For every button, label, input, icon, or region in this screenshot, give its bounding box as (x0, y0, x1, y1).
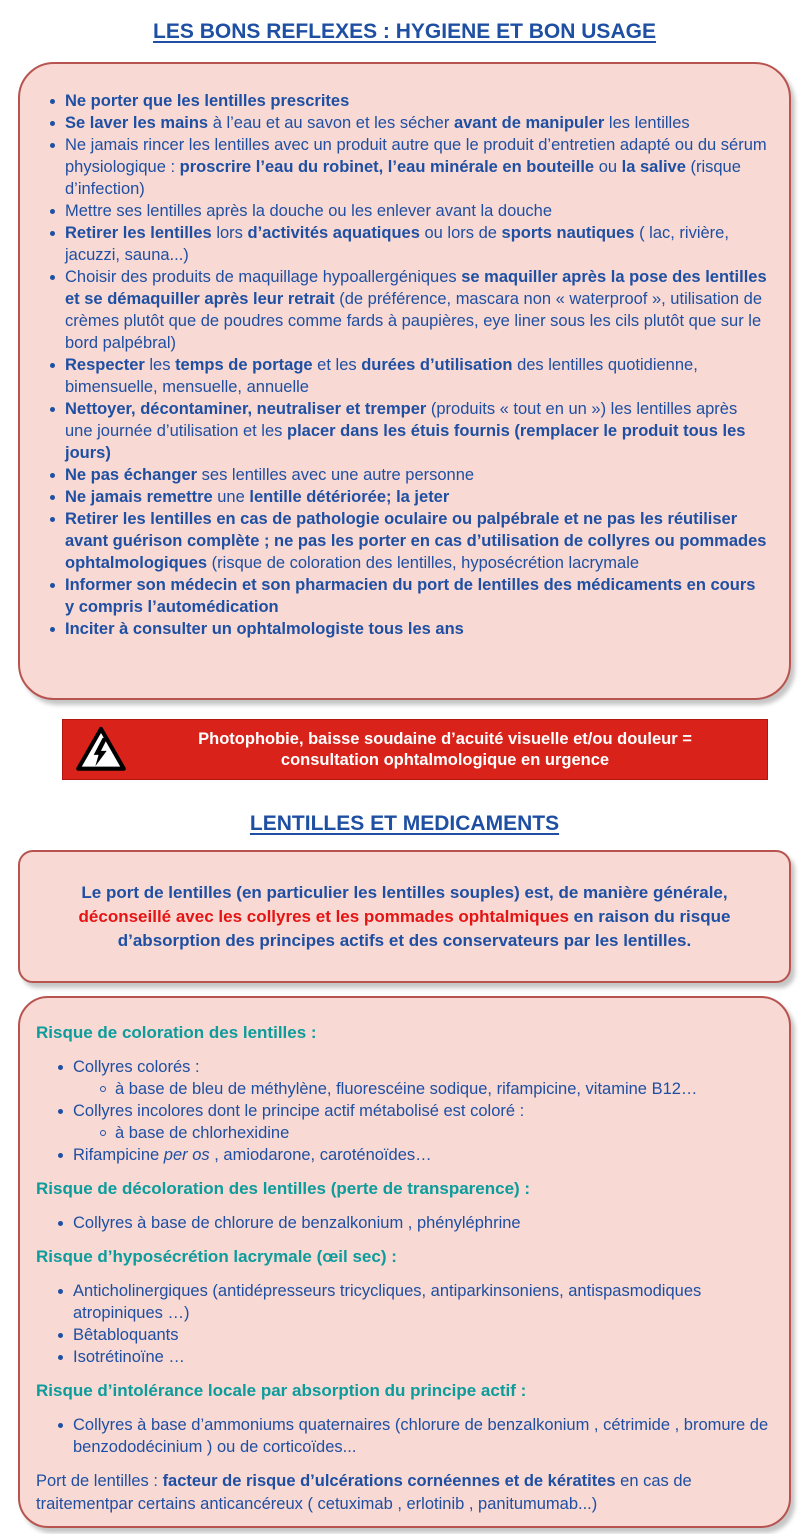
text-segment: une (212, 488, 250, 506)
text-segment: ( lac, rivière, jacuzzi, sauna...) (65, 224, 729, 264)
text-segment: per os (163, 1146, 210, 1164)
list-item (50, 398, 769, 464)
footer-note (36, 1470, 771, 1516)
bullet-dot-icon (58, 1109, 63, 1114)
high-voltage-warning-icon (75, 725, 127, 775)
text-segment: lentille détériorée; la jeter (249, 488, 450, 506)
text-segment: Nettoyer, décontaminer, neutraliser et tremper (65, 400, 427, 418)
text-segment: , amiodarone, caroténoïdes… (209, 1146, 432, 1164)
list-item (50, 90, 769, 112)
bullet-dot-icon (58, 1355, 63, 1360)
bullet-dot-icon (50, 583, 55, 588)
bullet-dot-icon (50, 407, 55, 412)
text-segment: (produits « tout en un ») les lentilles après une journée d’utilisation et les (65, 400, 738, 440)
list-item (58, 1100, 771, 1122)
text-segment: les lentilles (604, 114, 690, 132)
circle-bullet-icon (100, 1086, 106, 1092)
text-segment: Anticholinergiques (antidépresseurs tricycliques, antiparkinsoniens, antispasmodiques atropiniques …) (73, 1282, 702, 1322)
list-item-text (65, 354, 769, 398)
text-segment: Se laver les mains (65, 114, 209, 132)
risks-content (36, 1022, 771, 1458)
bullet-dot-icon (50, 231, 55, 236)
list-item-text (65, 486, 769, 508)
medicaments-section-title: LENTILLES ET MEDICAMENTS (249, 812, 560, 835)
risk-heading: Risque de coloration des lentilles : (36, 1023, 317, 1042)
risks-box (18, 996, 791, 1528)
text-segment: Collyres à base d’ammoniums quaternaires (chlorure de benzalkonium , cétrimide , bromure de benzododécinium ) ou de corticoïdes... (73, 1416, 769, 1456)
list-item-text (65, 266, 769, 354)
list-item (100, 1122, 771, 1144)
bullet-dot-icon (58, 1065, 63, 1070)
text-segment: à base de chlorhexidine (115, 1124, 290, 1142)
bullet-dot-icon (50, 517, 55, 522)
warning-text (137, 729, 753, 771)
text-segment: durées d’utilisation (361, 356, 513, 374)
list-item-text (73, 1144, 771, 1166)
risk-heading: Risque d’intolérance locale par absorption du principe actif : (36, 1381, 527, 1400)
bullet-dot-icon (50, 99, 55, 104)
list-item (50, 134, 769, 200)
list-item-text (115, 1122, 771, 1144)
hygiene-list (50, 90, 769, 640)
list-item-text (65, 464, 769, 486)
text-segment: en raison du risque d’absorption des principes actifs et des conservateurs par les lentilles. (117, 906, 731, 950)
bullet-dot-icon (58, 1423, 63, 1428)
list-item (58, 1212, 771, 1234)
bullet-dot-icon (50, 495, 55, 500)
text-segment: Ne jamais remettre (65, 488, 213, 506)
list-item (58, 1414, 771, 1458)
text-segment: à l’eau et au savon et les sécher (208, 114, 454, 132)
list-item (50, 574, 769, 618)
text-segment: Choisir des produits de maquillage hypoallergéniques (65, 268, 462, 286)
text-segment: proscrire l’eau du robinet, l’eau minérale en bouteille (179, 158, 595, 176)
text-segment: la salive (621, 158, 686, 176)
bullet-dot-icon (50, 209, 55, 214)
text-segment: ou (594, 158, 622, 176)
list-item-text (65, 222, 769, 266)
bullet-dot-icon (50, 121, 55, 126)
text-segment: (risque de coloration des lentilles, hyposécrétion lacrymale (207, 554, 640, 572)
hygiene-box (18, 62, 791, 700)
bullet-dot-icon (58, 1153, 63, 1158)
list-item-text (73, 1100, 771, 1122)
list-item-text (65, 112, 769, 134)
bullet-dot-icon (50, 473, 55, 478)
list-item (50, 112, 769, 134)
text-segment: se maquiller après la pose des lentilles et se démaquiller après leur retrait (65, 268, 767, 308)
circle-bullet-icon (100, 1130, 106, 1136)
list-item (50, 464, 769, 486)
text-segment: ou lors de (419, 224, 502, 242)
text-segment: Port de lentilles : (36, 1472, 163, 1490)
text-segment: avant de manipuler (453, 114, 605, 132)
text-segment: ses lentilles avec une autre personne (197, 466, 475, 484)
bullet-dot-icon (50, 275, 55, 280)
text-segment: Informer son médecin et son pharmacien du port de lentilles des médicaments en cours y compris l’automédication (65, 576, 756, 616)
text-segment: déconseillé avec les collyres et les pommades ophtalmiques (78, 906, 569, 926)
risk-heading: Risque d’hyposécrétion lacrymale (œil sec) : (36, 1247, 397, 1266)
list-item-text (73, 1212, 771, 1234)
list-item (58, 1280, 771, 1324)
text-segment: (de préférence, mascara non « waterproof », utilisation de crèmes plutôt que de poudres comme fards à paupières, eye liner sous les cils plutôt que sur le bord palpébral) (65, 290, 763, 352)
list-item-text (65, 398, 769, 464)
bullet-dot-icon (58, 1289, 63, 1294)
list-item (100, 1078, 771, 1100)
bullet-dot-icon (50, 143, 55, 148)
text-segment: temps de portage (175, 356, 313, 374)
warning-line-2: consultation ophtalmologique en urgence (280, 750, 610, 769)
text-segment: les (144, 356, 176, 374)
text-segment: Retirer les lentilles (65, 224, 212, 242)
text-segment: Collyres incolores dont le principe actif métabolisé est coloré : (73, 1102, 525, 1120)
list-item-text (65, 508, 769, 574)
warning-banner (62, 719, 768, 780)
bullet-dot-icon (58, 1333, 63, 1338)
text-segment: des lentilles quotidienne, bimensuelle, mensuelle, annuelle (65, 356, 698, 396)
bullet-dot-icon (58, 1221, 63, 1226)
list-item (50, 354, 769, 398)
text-segment: Bêtabloquants (73, 1326, 179, 1344)
text-segment: Isotrétinoïne … (73, 1348, 185, 1366)
text-segment: Respecter (65, 356, 145, 374)
text-segment: sports nautiques (501, 224, 635, 242)
text-segment: Ne jamais rincer les lentilles avec un produit autre que le produit d’entretien adapté ou du sérum physiologique : (65, 136, 767, 176)
list-item-text (73, 1056, 771, 1078)
list-item-text (73, 1414, 771, 1458)
text-segment: Collyres à base de chlorure de benzalkonium , phényléphrine (73, 1214, 521, 1232)
list-item-text (65, 90, 769, 112)
text-segment: Inciter à consulter un ophtalmologiste tous les ans (65, 620, 464, 638)
text-segment: Ne porter que les lentilles prescrites (65, 92, 350, 110)
list-item (50, 266, 769, 354)
text-segment: Retirer les lentilles en cas de pathologie oculaire ou palpébrale et ne pas les réutiliser avant guérison complète ; ne pas les porter en cas d’utilisation de collyres ou pommades ophtalmologiques (65, 510, 767, 572)
text-segment: et les (312, 356, 362, 374)
text-segment: placer dans les étuis fournis (remplacer le produit tous les jours) (65, 422, 746, 462)
list-item (58, 1346, 771, 1368)
text-segment: à base de bleu de méthylène, fluorescéine sodique, rifampicine, vitamine B12… (115, 1080, 698, 1098)
list-item-text (65, 618, 769, 640)
list-item (50, 486, 769, 508)
list-item (50, 200, 769, 222)
list-item (58, 1056, 771, 1078)
bullet-dot-icon (50, 627, 55, 632)
text-segment: (risque d’infection) (65, 158, 741, 198)
list-item (50, 618, 769, 640)
risk-heading: Risque de décoloration des lentilles (perte de transparence) : (36, 1179, 531, 1198)
advisory-text (48, 881, 761, 953)
hygiene-section-title: LES BONS REFLEXES : HYGIENE ET BON USAGE (153, 20, 656, 43)
text-segment: Collyres colorés : (73, 1058, 200, 1076)
advisory-box (18, 850, 791, 983)
list-item-text (65, 574, 769, 618)
text-segment: Ne pas échanger (65, 466, 198, 484)
list-item (50, 508, 769, 574)
text-segment: Mettre ses lentilles après la douche ou les enlever avant la douche (65, 202, 553, 220)
text-segment: facteur de risque d’ulcérations cornéennes et de kératites (162, 1472, 616, 1490)
text-segment: d’activités aquatiques (247, 224, 420, 242)
text-segment: lors (211, 224, 248, 242)
text-segment: en cas de traitementpar certains anticancéreux ( cetuximab , erlotinib , panitumumab...) (36, 1472, 692, 1513)
list-item-text (65, 134, 769, 200)
list-item-text (73, 1324, 771, 1346)
text-segment: Le port de lentilles (en particulier les lentilles souples) est, de manière générale, (81, 882, 728, 902)
list-item-text (73, 1280, 771, 1324)
text-segment: Rifampicine (73, 1146, 164, 1164)
list-item-text (65, 200, 769, 222)
list-item (58, 1324, 771, 1346)
list-item (50, 222, 769, 266)
list-item-text (73, 1346, 771, 1368)
list-item-text (115, 1078, 771, 1100)
warning-line-1: Photophobie, baisse soudaine d’acuité visuelle et/ou douleur = (198, 729, 692, 748)
bullet-dot-icon (50, 363, 55, 368)
list-item (58, 1144, 771, 1166)
